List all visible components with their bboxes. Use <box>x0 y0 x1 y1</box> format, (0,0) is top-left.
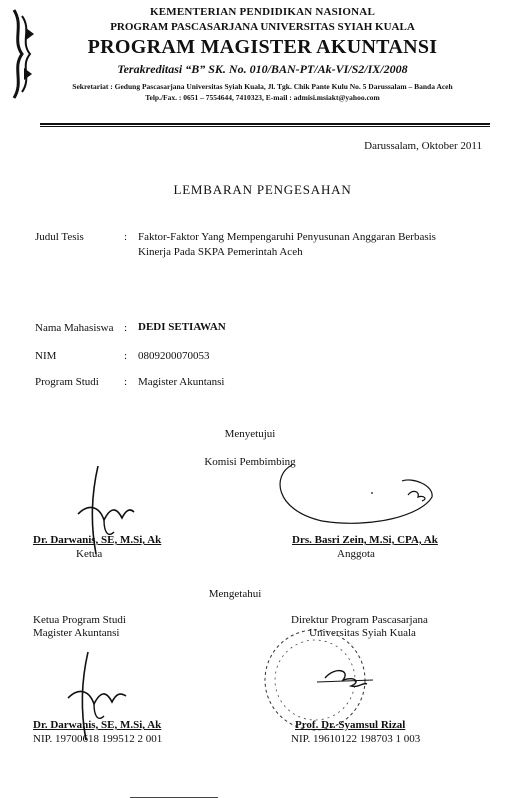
director-nip: NIP. 19610122 198703 1 003 <box>291 733 421 745</box>
nim-label: NIM <box>35 350 57 362</box>
chair-name: Dr. Darwanis, SE, M.Si, Ak <box>33 534 162 546</box>
document-title: LEMBARAN PENGESAHAN <box>173 182 352 197</box>
graduate-program-name: PROGRAM PASCASARJANA UNIVERSITAS SYIAH KUALA <box>110 21 415 33</box>
document-date: Darussalam, Oktober 2011 <box>364 140 482 152</box>
ministry-name: KEMENTERIAN PENDIDIKAN NASIONAL <box>149 6 375 18</box>
study-program-label: Program Studi <box>35 376 99 388</box>
approved-label: Menyetujui <box>224 428 276 440</box>
nim-value: 0809200070053 <box>138 350 210 362</box>
program-head-title1: Ketua Program Studi <box>33 614 126 626</box>
thesis-title-line1: Faktor-Faktor Yang Mempengaruhi Penyusunan Anggaran Berbasis <box>138 231 436 243</box>
chair-role: Ketua <box>76 548 103 560</box>
committee-label: Komisi Pembimbing <box>204 456 296 468</box>
acknowledge-label: Mengetahui <box>208 588 262 600</box>
program-head-name: Dr. Darwanis, SE, M.Si, Ak <box>33 719 162 731</box>
thesis-label: Judul Tesis <box>35 231 84 243</box>
member-role: Anggota <box>337 548 375 560</box>
master-program-name: PROGRAM MAGISTER AKUNTANSI <box>87 36 438 58</box>
letterhead-divider-thin <box>40 126 490 127</box>
director-title1: Direktur Program Pascasarjana <box>291 614 428 626</box>
study-program-value: Magister Akuntansi <box>138 376 225 388</box>
address-text: Sekretariat : Gedung Pascasarjana Universitas Syiah Kuala, Jl. Tgk. Chik Pante Kulu No. 5 Darussalam – Banda Aceh <box>72 82 453 91</box>
student-name-label: Nama Mahasiswa <box>35 322 114 334</box>
director-title2: Universitas Syiah Kuala <box>309 627 416 639</box>
accreditation-text: Terakreditasi “B” SK. No. 010/BAN-PT/Ak-VI/S2/IX/2008 <box>117 62 408 76</box>
student-name-colon: : <box>124 322 128 334</box>
nim-colon: : <box>124 350 128 362</box>
member-signature-icon <box>262 455 442 535</box>
program-head-nip: NIP. 19700618 199512 2 001 <box>33 733 163 745</box>
program-head-title2: Magister Akuntansi <box>33 627 120 639</box>
contact-text: Telp./Fax. : 0651 – 7554644, 7410323, E-mail : admisi.msiakt@yahoo.com <box>145 93 380 102</box>
student-name: DEDI SETIAWAN <box>138 321 226 333</box>
thesis-title-line2: Kinerja Pada SKPA Pemerintah Aceh <box>138 246 303 258</box>
member-name: Drs. Basri Zein, M.Si, CPA, Ak <box>292 534 438 546</box>
thesis-colon: : <box>124 231 128 243</box>
letterhead-divider <box>40 123 490 125</box>
director-name: Prof. Dr. Syamsul Rizal <box>295 719 406 731</box>
study-program-colon: : <box>124 376 128 388</box>
